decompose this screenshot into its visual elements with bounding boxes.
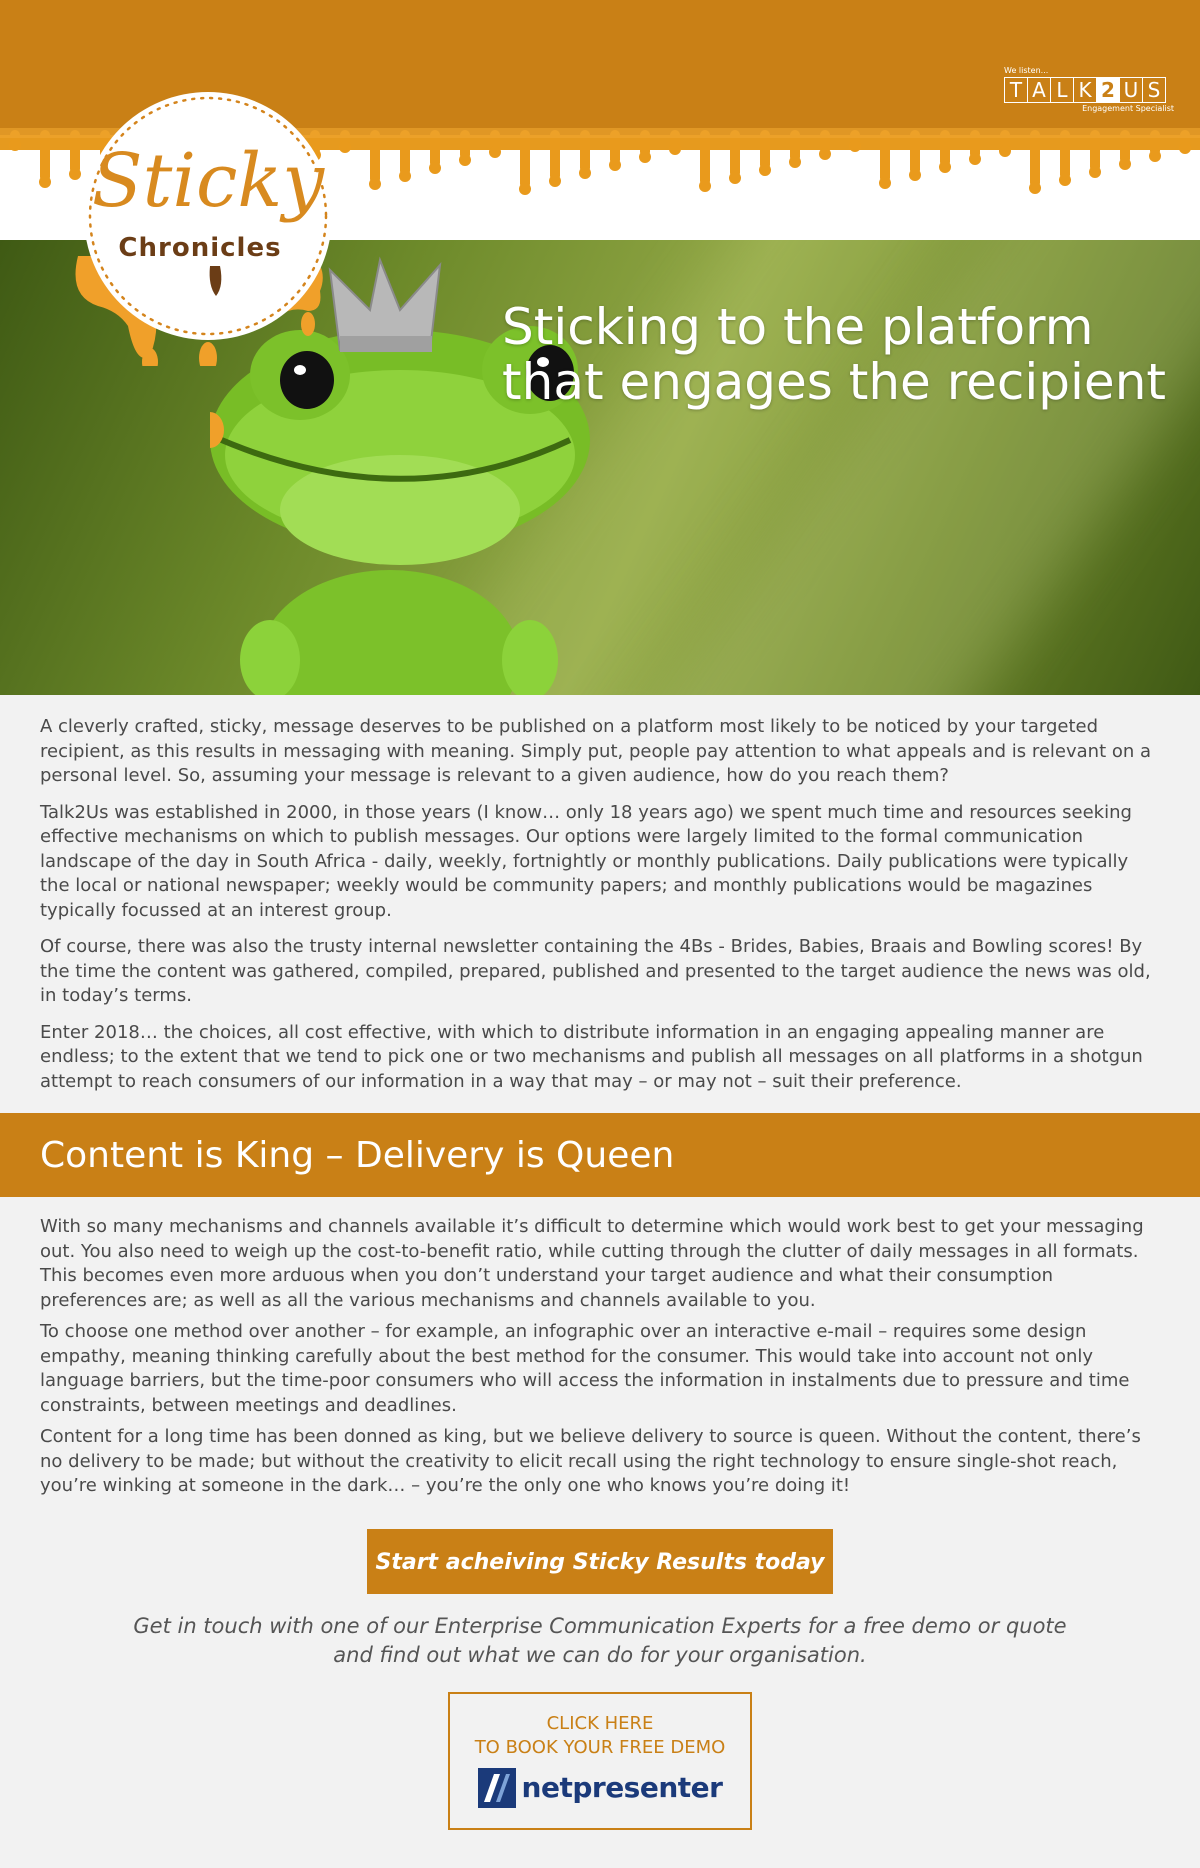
netpresenter-logo	[450, 1768, 750, 1808]
netpresenter-n-icon	[478, 1768, 516, 1808]
section-heading-band	[0, 1113, 1200, 1197]
netpresenter-wordmark: netpresenter	[521, 1771, 723, 1804]
brand-letter: U	[1119, 77, 1143, 103]
intro-paragraph: Talk2Us was established in 2000, in those years (I know… only 18 years ago) we spent much time and resources seeking effective mechanisms on which to publish messages. Our options were largely limited to the formal communication landscape of the day in South Africa - daily, weekly, fortnightly or monthly publications. Daily publications were typically the local or national newspaper; weekly would be community papers; and monthly publications would be magazines typically focussed at an interest group.	[40, 801, 1132, 921]
demo-book-text: TO BOOK YOUR FREE DEMO	[474, 1736, 726, 1758]
logo-word-chronicles: Chronicles	[118, 233, 282, 263]
brand-letter: A	[1027, 77, 1051, 103]
brand-letter: 2	[1096, 77, 1120, 103]
body-section	[0, 1197, 1200, 1499]
talk2us-logo[interactable]	[1004, 66, 1174, 113]
contact-line: Get in touch with one of our Enterprise Communication Experts for a free demo or quote	[133, 1613, 1067, 1638]
body-paragraph: To choose one method over another – for example, an infographic over an interactive e-mail – requires some design empathy, meaning thinking carefully about the best method for the consumer. This would take into account not only language barriers, but the time-poor consumers who will access the information in instalments due to pressure and time constraints, between meetings and deadlines.	[40, 1321, 1130, 1416]
hero-title	[502, 300, 1166, 410]
demo-click-here: CLICK HERE	[546, 1712, 654, 1734]
brand-letter: S	[1142, 77, 1166, 103]
body-paragraph: With so many mechanisms and channels available it’s difficult to determine which would work best to get your messaging out. You also need to weigh up the cost-to-benefit ratio, while cutting through the clutter of daily messages in all formats. This becomes even more arduous when you don’t understand your target audience and what their consumption preferences are; as well as all the various mechanisms and channels available to you.	[40, 1216, 1144, 1311]
brand-wordmark	[1004, 77, 1174, 103]
intro-paragraph: A cleverly crafted, sticky, message deserves to be published on a platform most likely to be noticed by your targeted recipient, as this results in messaging with meaning. Simply put, people pay attention to what appeals and is relevant on a personal level. So, assuming your message is relevant to a given audience, how do you reach them?	[40, 716, 1152, 786]
hero-title-line2: that engages the recipient	[502, 353, 1166, 411]
brand-letter: L	[1050, 77, 1074, 103]
brand-tagline: We listen...	[1004, 66, 1049, 75]
body-paragraph: Content for a long time has been donned as king, but we believe delivery to source is queen. Without the content, there’s no delivery to be made; but without the creativity to elicit recall using the right technology to ensure single-shot reach, you’re winking at someone in the dark… – you’re the only one who knows you’re doing it!	[40, 1426, 1141, 1496]
contact-line: and find out what we can do for your organisation.	[333, 1642, 867, 1667]
brand-subtitle: Engagement Specialist	[1082, 104, 1174, 113]
sticky-chronicles-logo	[58, 66, 358, 366]
hero-title-line1: Sticking to the platform	[502, 298, 1094, 356]
intro-section	[0, 695, 1200, 1094]
brand-letter: T	[1004, 77, 1028, 103]
contact-invitation	[0, 1612, 1200, 1670]
section-heading: Content is King – Delivery is Queen	[40, 1134, 675, 1176]
book-demo-link[interactable]	[448, 1692, 752, 1830]
brand-letter: K	[1073, 77, 1097, 103]
intro-paragraph: Of course, there was also the trusty internal newsletter containing the 4Bs - Brides, Babies, Braais and Bowling scores! By the time the content was gathered, compiled, prepared, published and presented to the target audience the news was old, in today’s terms.	[40, 936, 1151, 1006]
logo-word-sticky: Sticky	[91, 138, 325, 224]
intro-paragraph: Enter 2018… the choices, all cost effective, with which to distribute information in an engaging appealing manner are endless; to the extent that we tend to pick one or two mechanisms and publish all messages on all platforms in a shotgun attempt to reach consumers of our information in a way that may – or may not – suit their preference.	[40, 1021, 1143, 1092]
start-sticky-results-button[interactable]: Start acheiving Sticky Results today	[367, 1529, 833, 1594]
